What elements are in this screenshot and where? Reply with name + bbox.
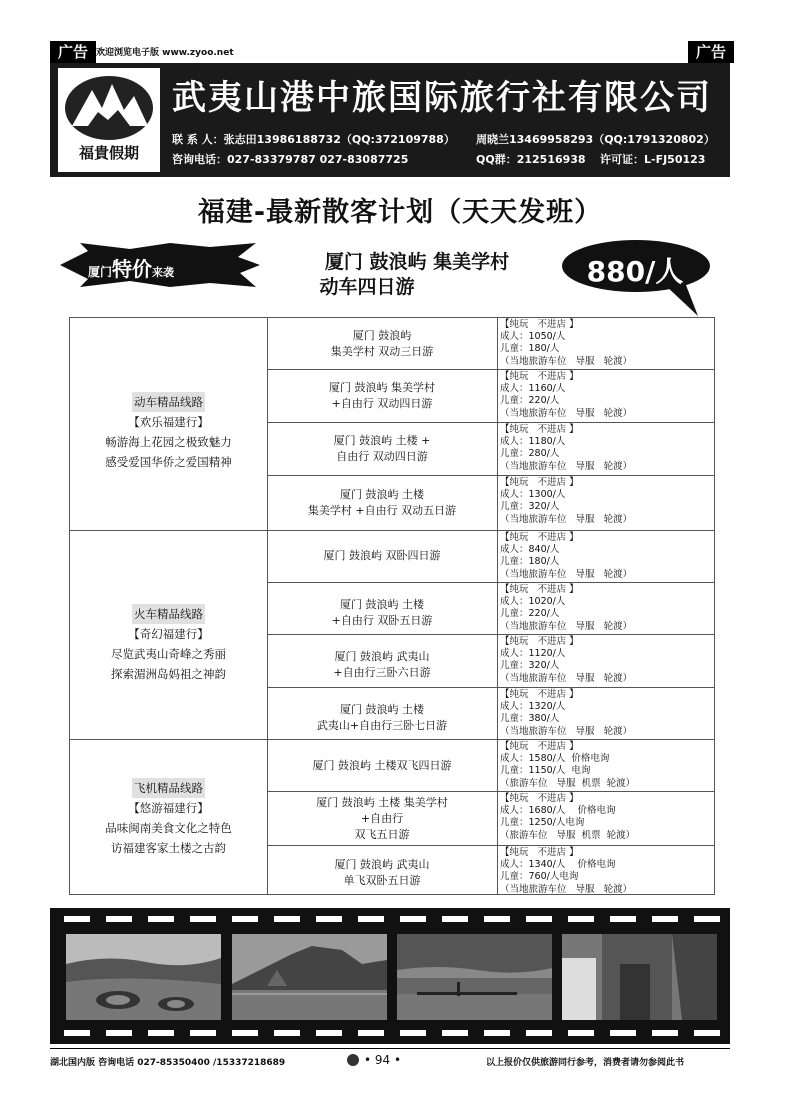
route-name: 厦门 鼓浪屿 武夷山 +自由行三卧六日游 bbox=[333, 650, 431, 679]
route-price: 【纯玩 不进店 】 成人：1020/人 儿童：220/人 （当地旅游车位 导服 轮渡） bbox=[500, 584, 633, 632]
category-line2: 访福建客家土楼之古韵 bbox=[111, 841, 226, 855]
route-price: 【纯玩 不进店 】 成人：1160/人 儿童：220/人 （当地旅游车位 导服 轮渡） bbox=[500, 371, 633, 419]
route-price: 【纯玩 不进店 】 成人：1320/人 儿童：380/人 （当地旅游车位 导服 轮渡） bbox=[500, 689, 633, 737]
magazine-logo-icon bbox=[346, 1053, 360, 1067]
mountain-lake-photo bbox=[232, 934, 387, 1020]
category-line1: 尽览武夷山奇峰之秀丽 bbox=[111, 647, 226, 661]
special-price-badge bbox=[60, 243, 260, 287]
price-bubble bbox=[560, 238, 730, 318]
route-name: 厦门 鼓浪屿 双卧四日游 bbox=[323, 549, 441, 562]
promo-title: 福建-最新散客计划（天天发班） bbox=[197, 197, 603, 228]
route-name: 厦门 鼓浪屿 土楼 +自由行 双卧五日游 bbox=[331, 598, 433, 627]
route-name: 厦门 鼓浪屿 土楼 集美学村 +自由行 双飞五日游 bbox=[316, 796, 448, 841]
badge-text bbox=[88, 253, 174, 282]
company-name: 武夷山港中旅国际旅行社有限公司 bbox=[172, 78, 712, 118]
site-note: 欢迎浏览电子版 www.zyoo.net bbox=[96, 48, 234, 58]
footer-rule bbox=[50, 1048, 730, 1049]
route-name: 厦门 鼓浪屿 土楼 武夷山+自由行三卧七日游 bbox=[316, 703, 448, 732]
category-name: 飞机精品线路 bbox=[132, 778, 205, 798]
logo-text: 福貴假期 bbox=[78, 144, 139, 162]
badge-small-1: 厦门 bbox=[88, 265, 113, 279]
ad-label-left: 广告 bbox=[50, 41, 96, 63]
footer-left: 湖北国内版 咨询电话 027-85350400 /15337218689 bbox=[50, 1058, 286, 1068]
route-name: 厦门 鼓浪屿 土楼 + 自由行 双动四日游 bbox=[333, 434, 431, 463]
tulou-photo bbox=[66, 934, 221, 1020]
route-name: 厦门 鼓浪屿 土楼双飞四日游 bbox=[312, 759, 452, 772]
promo-route-line2: 动车四日游 bbox=[319, 276, 415, 298]
company-logo bbox=[58, 68, 160, 172]
category-flight bbox=[70, 778, 267, 858]
route-price: 【纯玩 不进店 】 成人：1050/人 儿童：180/人 （当地旅游车位 导服 轮渡） bbox=[500, 319, 633, 367]
ad-label-right: 广告 bbox=[688, 41, 734, 63]
consult-phone: 咨询电话：027-83379787 027-83087725 bbox=[172, 153, 409, 166]
contact-person-2: 周晓兰13469958293（QQ:1791320802） bbox=[476, 133, 715, 146]
category-line1: 品味闽南美食文化之特色 bbox=[105, 821, 232, 835]
category-sub: 【欢乐福建行】 bbox=[128, 415, 209, 429]
badge-small-2: 来袭 bbox=[152, 266, 175, 279]
route-price: 【纯玩 不进店 】 成人：1680/人 价格电询 儿童：1250/人电询 （旅游车位 导服 机票 轮渡） bbox=[500, 793, 636, 841]
contact-person-1: 联 系 人：张志田13986188732（QQ:372109788） bbox=[172, 133, 455, 146]
category-sub: 【悠游福建行】 bbox=[128, 801, 209, 815]
category-name: 动车精品线路 bbox=[132, 392, 205, 412]
footer-right: 以上报价仅供旅游同行参考，消费者请勿参阅此书 bbox=[486, 1058, 685, 1068]
license-number: 许可证：L-FJ50123 bbox=[600, 153, 706, 166]
route-price: 【纯玩 不进店 】 成人：1300/人 儿童：320/人 （当地旅游车位 导服 轮渡） bbox=[500, 477, 633, 525]
category-line1: 畅游海上花园之极致魅力 bbox=[105, 435, 232, 449]
route-price: 【纯玩 不进店 】 成人：840/人 儿童：180/人 （当地旅游车位 导服 轮渡） bbox=[500, 532, 633, 580]
route-name: 厦门 鼓浪屿 集美学村 +自由行 双动四日游 bbox=[329, 381, 435, 410]
category-line2: 探索湄洲岛妈祖之神韵 bbox=[111, 667, 226, 681]
qq-group: QQ群：212516938 bbox=[476, 153, 586, 166]
category-name: 火车精品线路 bbox=[132, 604, 205, 624]
promo-route-line1: 厦门 鼓浪屿 集美学村 bbox=[324, 251, 510, 273]
seaside-pier-photo bbox=[397, 934, 552, 1020]
category-train-ev bbox=[70, 392, 267, 472]
route-price: 【纯玩 不进店 】 成人：1340/人 价格电询 儿童：760/人电询 （当地旅游车位 导服 轮渡） bbox=[500, 847, 633, 895]
promo-price: 880/人 bbox=[586, 255, 684, 288]
category-line2: 感受爱国华侨之爱国精神 bbox=[105, 455, 232, 469]
route-name: 厦门 鼓浪屿 土楼 集美学村 +自由行 双动五日游 bbox=[307, 488, 457, 517]
category-train bbox=[70, 604, 267, 684]
category-sub: 【奇幻福建行】 bbox=[128, 627, 209, 641]
route-name: 厦门 鼓浪屿 武夷山 单飞双卧五日游 bbox=[334, 858, 430, 887]
route-price: 【纯玩 不进店 】 成人：1580/人 价格电询 儿童：1150/人 电询 （旅游车位 导服 机票 轮渡） bbox=[500, 741, 636, 789]
mountain-logo-icon bbox=[58, 70, 160, 140]
badge-big: 特价 bbox=[112, 257, 153, 281]
route-price: 【纯玩 不进店 】 成人：1180/人 儿童：280/人 （当地旅游车位 导服 轮渡） bbox=[500, 424, 633, 472]
route-name: 厦门 鼓浪屿 集美学村 双动三日游 bbox=[330, 329, 434, 358]
old-building-photo bbox=[562, 934, 717, 1020]
route-price: 【纯玩 不进店 】 成人：1120/人 儿童：320/人 （当地旅游车位 导服 轮渡） bbox=[500, 636, 633, 684]
